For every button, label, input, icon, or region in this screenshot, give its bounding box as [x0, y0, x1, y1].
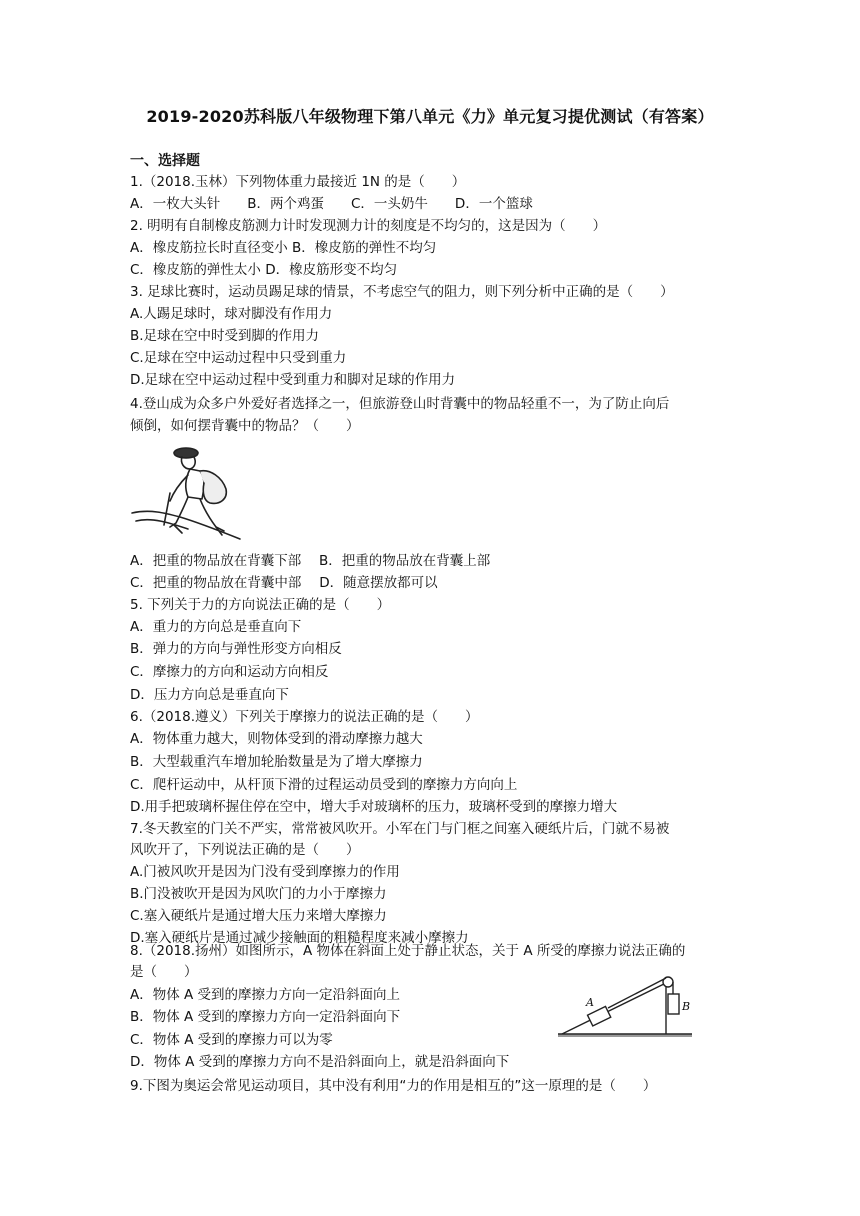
- question-4-options-ab: A．把重的物品放在背囊下部 B．把重的物品放在背囊上部: [130, 553, 491, 569]
- question-6-stem: 6.（2018.遵义）下列关于摩擦力的说法正确的是（ ）: [130, 709, 479, 725]
- question-3-option-b: B.足球在空中时受到脚的作用力: [130, 328, 320, 344]
- question-7-option-c: C.塞入硬纸片是通过增大压力来增大摩擦力: [130, 908, 387, 924]
- question-8-option-b: B．物体 A 受到的摩擦力方向一定沿斜面向下: [130, 1009, 401, 1025]
- question-5-option-c: C．摩擦力的方向和运动方向相反: [130, 664, 329, 680]
- question-7-option-d: D.塞入硬纸片是通过减少接触面的粗糙程度来减小摩擦力: [130, 930, 469, 946]
- question-2-options-cd: C．橡皮筋的弹性太小 D．橡皮筋形变不均匀: [130, 262, 398, 278]
- question-3-option-c: C.足球在空中运动过程中只受到重力: [130, 350, 347, 366]
- question-2-options-ab: A．橡皮筋拉长时直径变小 B．橡皮筋的弹性不均匀: [130, 240, 437, 256]
- question-4-stem-line-1: 4.登山成为众多户外爱好者选择之一，但旅游登山时背囊中的物品轻重不一，为了防止向后: [130, 396, 670, 412]
- question-3-stem: 3. 足球比赛时，运动员踢足球的情景，不考虑空气的阻力，则下列分析中正确的是（ ）: [130, 284, 674, 300]
- incline-pulley-figure: [556, 968, 696, 1048]
- question-5-option-b: B．弹力的方向与弹性形变方向相反: [130, 641, 342, 657]
- question-4-stem-line-2: 倾倒，如何摆背囊中的物品？（ ）: [130, 418, 360, 434]
- block-a-label: A: [586, 996, 594, 1009]
- question-6-option-b: B．大型载重汽车增加轮胎数量是为了增大摩擦力: [130, 754, 423, 770]
- question-7-option-a: A.门被风吹开是因为门没有受到摩擦力的作用: [130, 864, 400, 880]
- question-7-option-b: B.门没被吹开是因为风吹门的力小于摩擦力: [130, 886, 387, 902]
- question-8-option-a: A．物体 A 受到的摩擦力方向一定沿斜面向上: [130, 987, 401, 1003]
- question-7-stem-line-2: 风吹开了，下列说法正确的是（ ）: [130, 842, 360, 858]
- question-5-stem: 5. 下列关于力的方向说法正确的是（ ）: [130, 597, 391, 613]
- question-6-option-a: A．物体重力越大，则物体受到的滑动摩擦力越大: [130, 731, 423, 747]
- block-b-label: B: [682, 1000, 691, 1013]
- question-6-option-d: D.用手把玻璃杯握住停在空中，增大手对玻璃杯的压力，玻璃杯受到的摩擦力增大: [130, 799, 618, 815]
- question-1-stem: 1.（2018.玉林）下列物体重力最接近 1N 的是（ ）: [130, 174, 466, 190]
- question-8-stem-line-1: 8.（2018.扬州）如图所示，A 物体在斜面上处于静止状态，关于 A 所受的摩擦力说法正确的: [130, 943, 686, 959]
- hiker-figure: [130, 443, 245, 543]
- question-1-options: A．一枚大头针 B．两个鸡蛋 C．一头奶牛 D．一个篮球: [130, 196, 533, 212]
- question-7-stem-line-1: 7.冬天教室的门关不严实，常常被风吹开。小军在门与门框之间塞入硬纸片后，门就不易被: [130, 821, 670, 837]
- question-8-option-c: C．物体 A 受到的摩擦力可以为零: [130, 1032, 333, 1048]
- question-9-stem: 9.下图为奥运会常见运动项目，其中没有利用“力的作用是相互的”这一原理的是（ ）: [130, 1078, 657, 1094]
- document-title: 2019-2020苏科版八年级物理下第八单元《力》单元复习提优测试（有答案）: [146, 107, 714, 126]
- question-3-option-d: D.足球在空中运动过程中受到重力和脚对足球的作用力: [130, 372, 456, 388]
- question-8-stem-line-2: 是（ ）: [130, 964, 198, 980]
- question-5-option-d: D．压力方向总是垂直向下: [130, 687, 289, 703]
- section-heading: 一、选择题: [130, 153, 200, 169]
- question-4-options-cd: C．把重的物品放在背囊中部 D．随意摆放都可以: [130, 575, 438, 591]
- question-5-option-a: A．重力的方向总是垂直向下: [130, 619, 302, 635]
- question-3-option-a: A.人踢足球时，球对脚没有作用力: [130, 306, 333, 322]
- question-6-option-c: C．爬杆运动中，从杆顶下滑的过程运动员受到的摩擦力方向向上: [130, 777, 518, 793]
- question-2-stem: 2. 明明有自制橡皮筋测力计时发现测力计的刻度是不均匀的，这是因为（ ）: [130, 218, 607, 234]
- question-8-option-d: D．物体 A 受到的摩擦力方向不是沿斜面向上，就是沿斜面向下: [130, 1054, 510, 1070]
